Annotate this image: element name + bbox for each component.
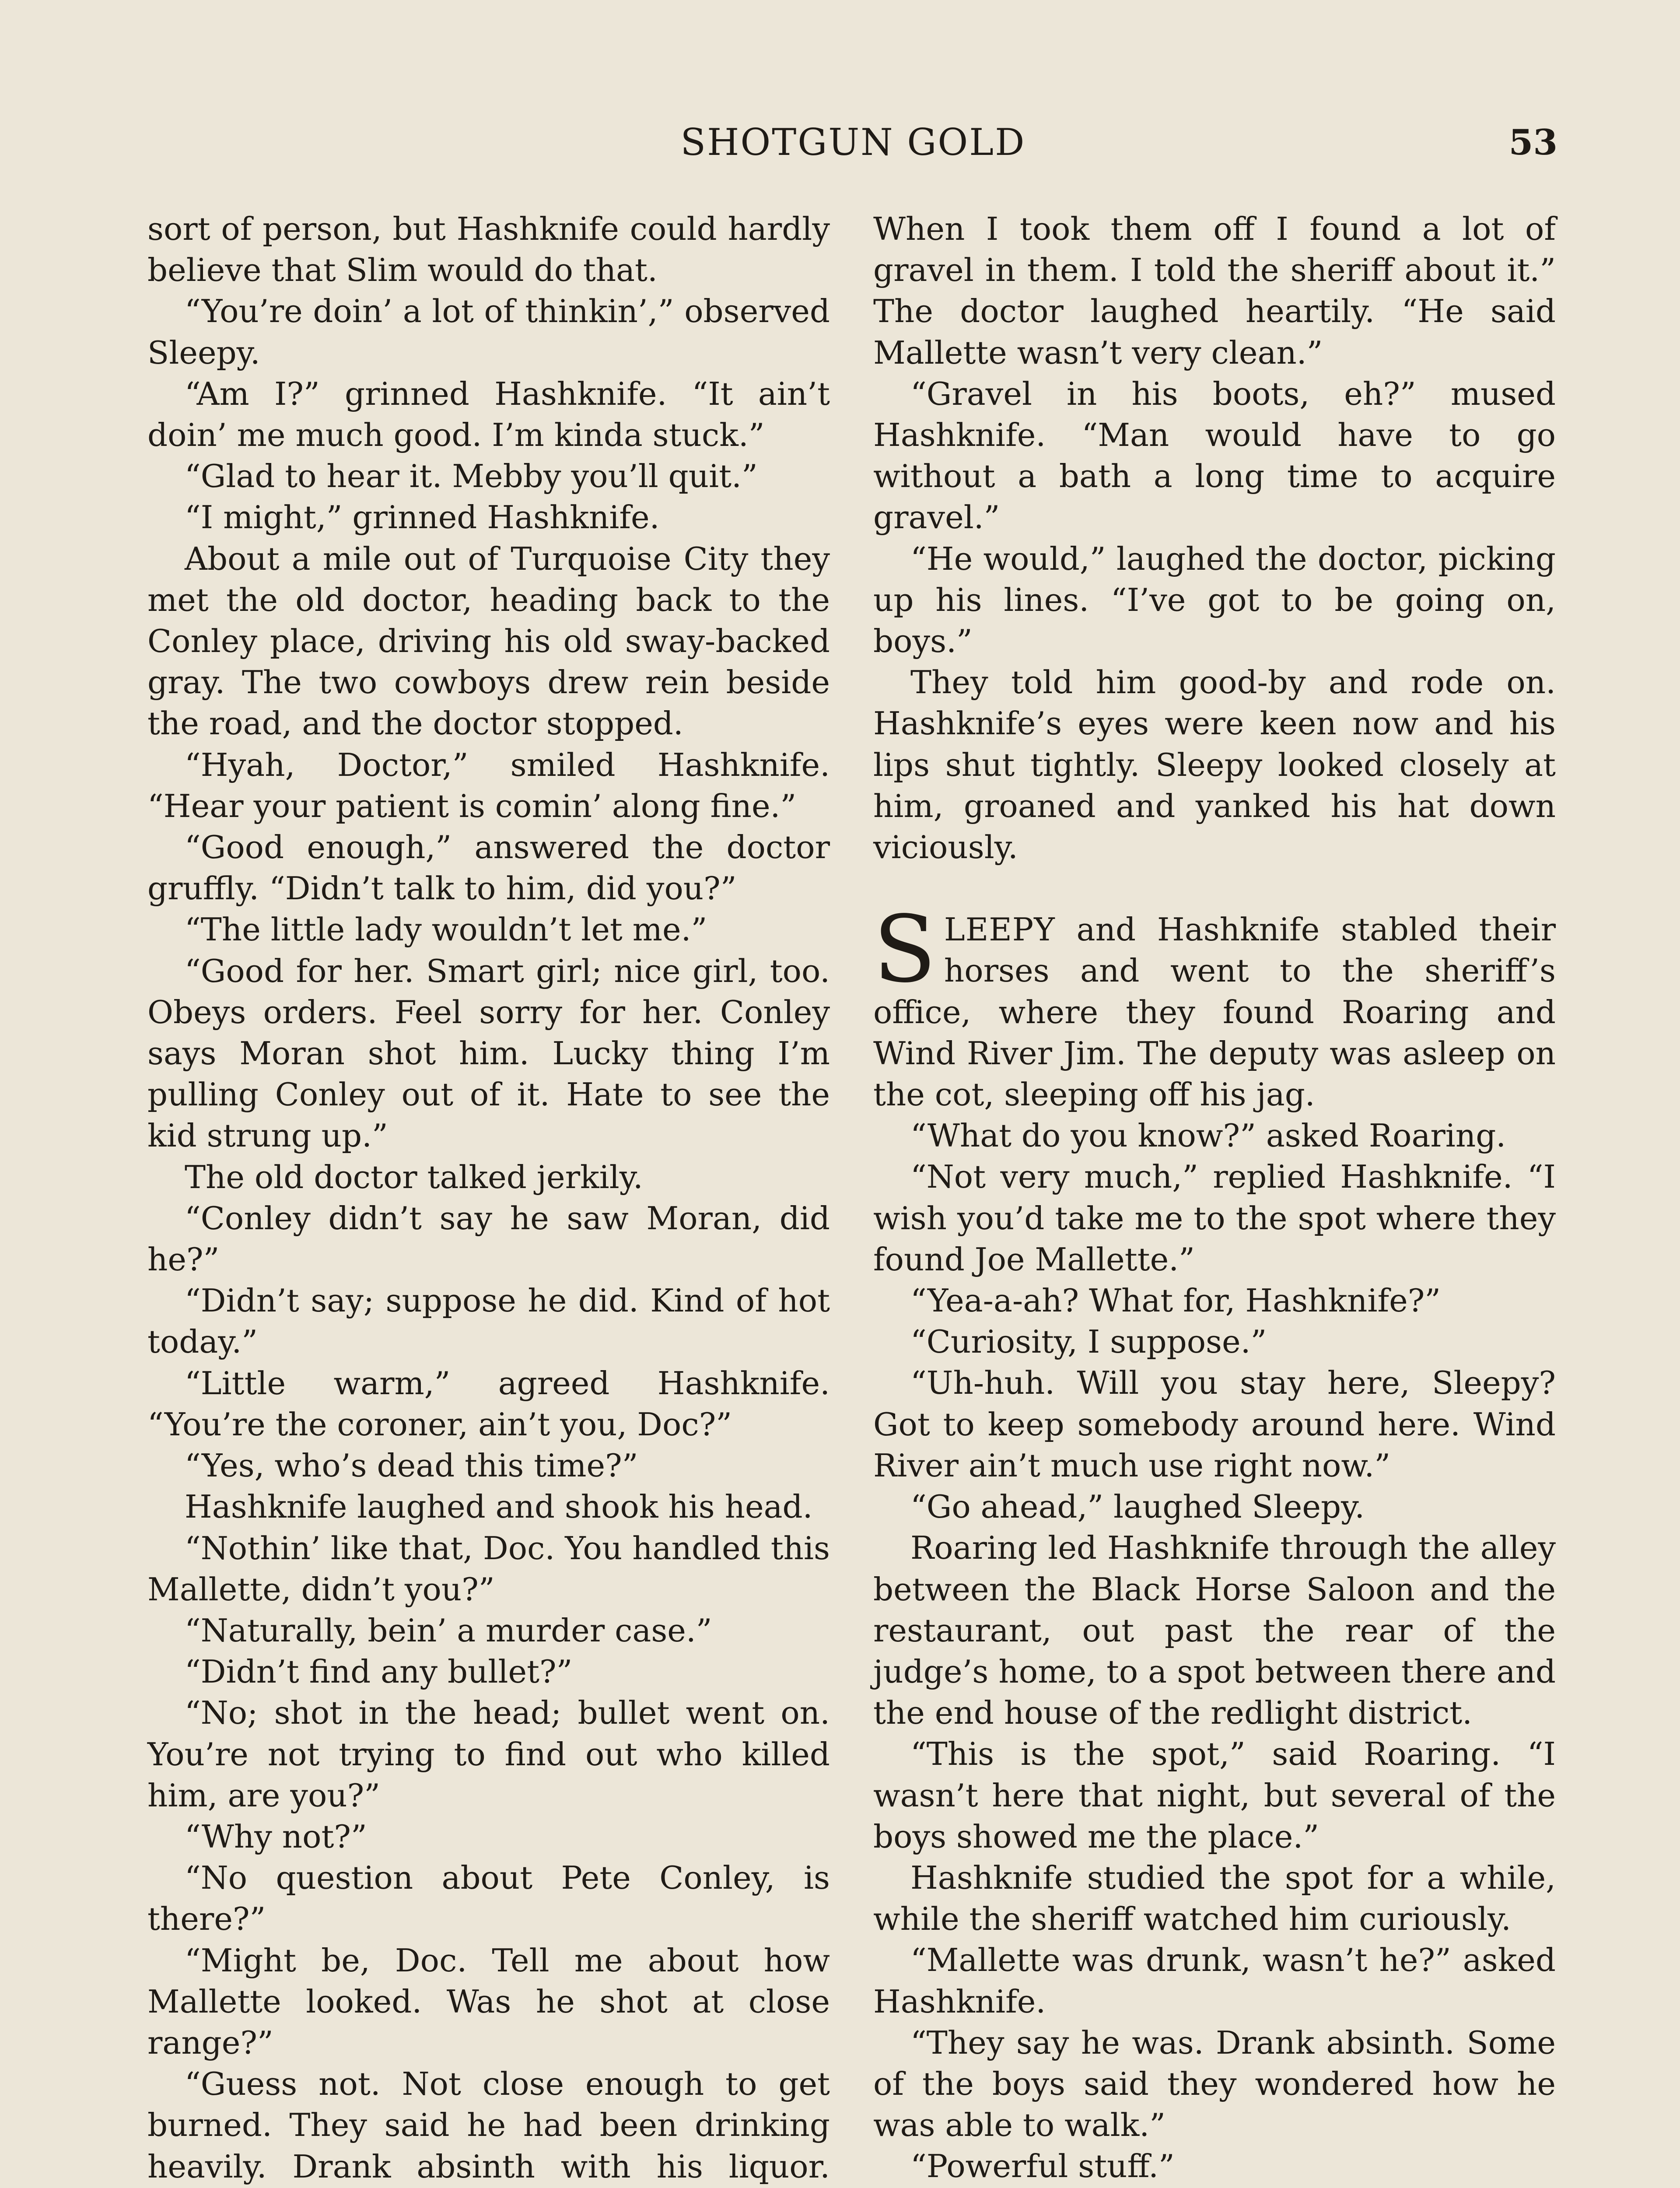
paragraph: “Good enough,” answered the doctor gruffly. “Didn’t talk to him, did you?” (147, 829, 830, 907)
paragraph: About a mile out of Turquoise City they met the old doctor, heading back to the Conley place, driving his old sway-backed gray. The two cowboys drew rein beside the road, and the doctor stopped. (147, 540, 830, 742)
running-header (149, 116, 1558, 168)
paragraph: “Uh-huh. Will you stay here, Sleepy? Got to keep somebody around here. Wind River ain’t much use right now.” (873, 1364, 1556, 1484)
paragraph: “Go ahead,” laughed Sleepy. (910, 1488, 1365, 1525)
paragraph: “Good for her. Smart girl; nice girl, too. Obeys orders. Feel sorry for her. Conley says Moran shot him. Lucky thing I’m pulling Conley out of it. Hate to see the kid strung up.” (147, 952, 830, 1154)
paragraph: “No; shot in the head; bullet went on. You’re not trying to find out who killed him, are you?” (147, 1694, 830, 1814)
page-number: 53 (1508, 122, 1558, 163)
paragraph: “This is the spot,” said Roaring. “I wasn’t here that night, but several of the boys showed me the place.” (873, 1736, 1556, 1855)
paragraph: “Gravel in his boots, eh?” mused Hashknife. “Man would have to go without a bath a long time to acquire gravel.” (873, 375, 1556, 536)
paragraph: sort of person, but Hashknife could hardly believe that Slim would do that. (147, 210, 830, 289)
paragraph: “You’re doin’ a lot of thinkin’,” observed Sleepy. (147, 293, 830, 371)
paragraph: The old doctor talked jerkily. (185, 1158, 643, 1196)
paragraph: Hashknife laughed and shook his head. (185, 1488, 813, 1525)
right-column (873, 208, 1556, 2188)
paragraph: They told him good-by and rode on. Hashknife’s eyes were keen now and his lips shut tightly. Sleepy looked closely at him, groaned and yanked his hat down viciously. (873, 664, 1556, 866)
paragraph: “Little warm,” agreed Hashknife. “You’re the coroner, ain’t you, Doc?” (147, 1364, 830, 1443)
left-column (147, 208, 830, 2188)
section-opening-text: and Hashknife stabled their horses and went to the sheriff’s office, where they found Roaring and Wind River Jim. The deputy was asleep on the cot, sleeping off his jag. (873, 911, 1556, 1113)
paragraph: “What do you know?” asked Roaring. (910, 1117, 1506, 1154)
paragraph: “No question about Pete Conley, is there?” (147, 1859, 830, 1938)
paragraph: “They say he was. Drank absinth. Some of the boys said they wondered how he was able to walk.” (873, 2024, 1556, 2144)
paragraph: “Powerful stuff.” (910, 2148, 1175, 2185)
paragraph: “Glad to hear it. Mebby you’ll quit.” (185, 458, 758, 495)
paragraph: “Yea-a-ah? What for, Hashknife?” (910, 1282, 1441, 1319)
paragraph: “Didn’t say; suppose he did. Kind of hot today.” (147, 1282, 830, 1360)
paragraph: “Am I?” grinned Hashknife. “It ain’t doin’ me much good. I’m kinda stuck.” (147, 375, 830, 454)
paragraph: “Yes, who’s dead this time?” (185, 1447, 638, 1484)
paragraph: “Curiosity, I suppose.” (910, 1323, 1267, 1360)
paragraph: “I might,” grinned Hashknife. (185, 499, 660, 536)
drop-cap: S (873, 896, 936, 1003)
lead-word: LEEPY (944, 911, 1055, 948)
paragraph: “Hyah, Doctor,” smiled Hashknife. “Hear your patient is comin’ along fine.” (147, 746, 830, 824)
paragraph: Roaring led Hashknife through the alley between the Black Horse Saloon and the restaurant, out past the rear of the judge’s home, to a spot between there and the end house of the redlight district. (873, 1529, 1556, 1732)
paragraph: “Why not?” (185, 1818, 367, 1855)
paragraph: “He would,” laughed the doctor, picking up his lines. “I’ve got to be going on, boys.” (873, 540, 1556, 660)
paragraph: “Nothin’ like that, Doc. You handled this Mallette, didn’t you?” (147, 1529, 830, 1608)
running-title: SHOTGUN GOLD (680, 121, 1026, 164)
paragraph: “Mallette was drunk, wasn’t he?” asked Hashknife. (873, 1942, 1556, 2020)
paragraph: “Not very much,” replied Hashknife. “I wish you’d take me to the spot where they found Joe Mallette.” (873, 1158, 1556, 1278)
paragraph: “Conley didn’t say he saw Moran, did he?” (147, 1199, 830, 1278)
paragraph: “Naturally, bein’ a murder case.” (185, 1612, 712, 1649)
paragraph: “Guess not. Not close enough to get burned. They said he had been drinking heavily. Drank absinth with his liquor. (147, 2065, 830, 2185)
section-opening-paragraph (873, 896, 1556, 1115)
paragraph: “The little lady wouldn’t let me.” (185, 911, 707, 948)
paragraph: Hashknife studied the spot for a while, while the sheriff watched him curiously. (873, 1859, 1556, 1938)
paragraph: “Might be, Doc. Tell me about how Mallette looked. Was he shot at close range?” (147, 1942, 830, 2061)
paragraph: When I took them off I found a lot of gravel in them. I told the sheriff about it.” The doctor laughed heartily. “He said Mallette wasn’t very clean.” (873, 210, 1556, 371)
paragraph: “Didn’t find any bullet?” (185, 1653, 573, 1690)
